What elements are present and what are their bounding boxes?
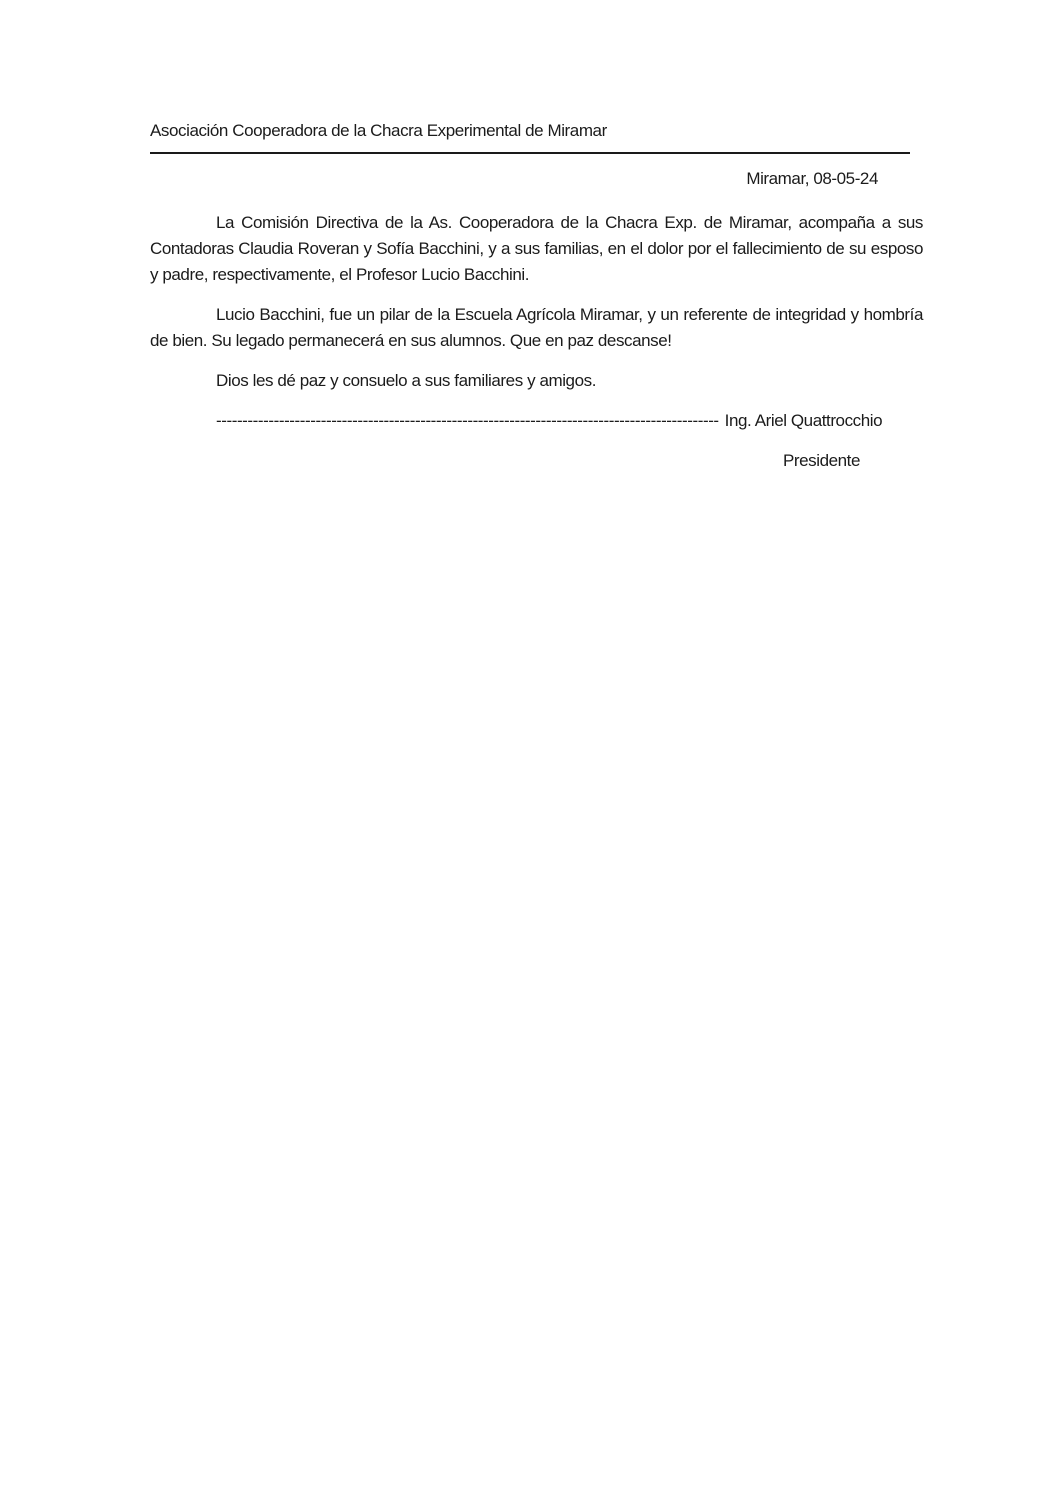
body-paragraph-blessing: Dios les dé paz y consuelo a sus familiares y amigos. <box>216 371 596 390</box>
body-paragraph-condolence: La Comisión Directiva de la As. Cooperadora de la Chacra Exp. de Miramar, acompaña a sus Contadoras Claudia Roveran y Sofía Bacchini, y a sus familias, en el dolor por el fallecimiento de su esposo y padre, respectivamente, el Profesor Lucio Bacchini. <box>150 213 923 284</box>
letterhead-title: Asociación Cooperadora de la Chacra Experimental de Miramar <box>150 121 607 140</box>
body-paragraph-tribute: Lucio Bacchini, fue un pilar de la Escuela Agrícola Miramar, y un referente de integridad y hombría de bien. Su legado permanecerá en sus alumnos. Que en paz descanse! <box>150 305 923 350</box>
date-line: Miramar, 08-05-24 <box>746 169 878 188</box>
signatory-role: Presidente <box>782 451 860 470</box>
signature-line <box>150 408 923 434</box>
signature-dashes: ------------------------------------------------------------------------------------------------ <box>216 411 719 430</box>
signature-name: Ing. Ariel Quattrocchio <box>724 411 883 430</box>
letterhead <box>150 118 910 154</box>
